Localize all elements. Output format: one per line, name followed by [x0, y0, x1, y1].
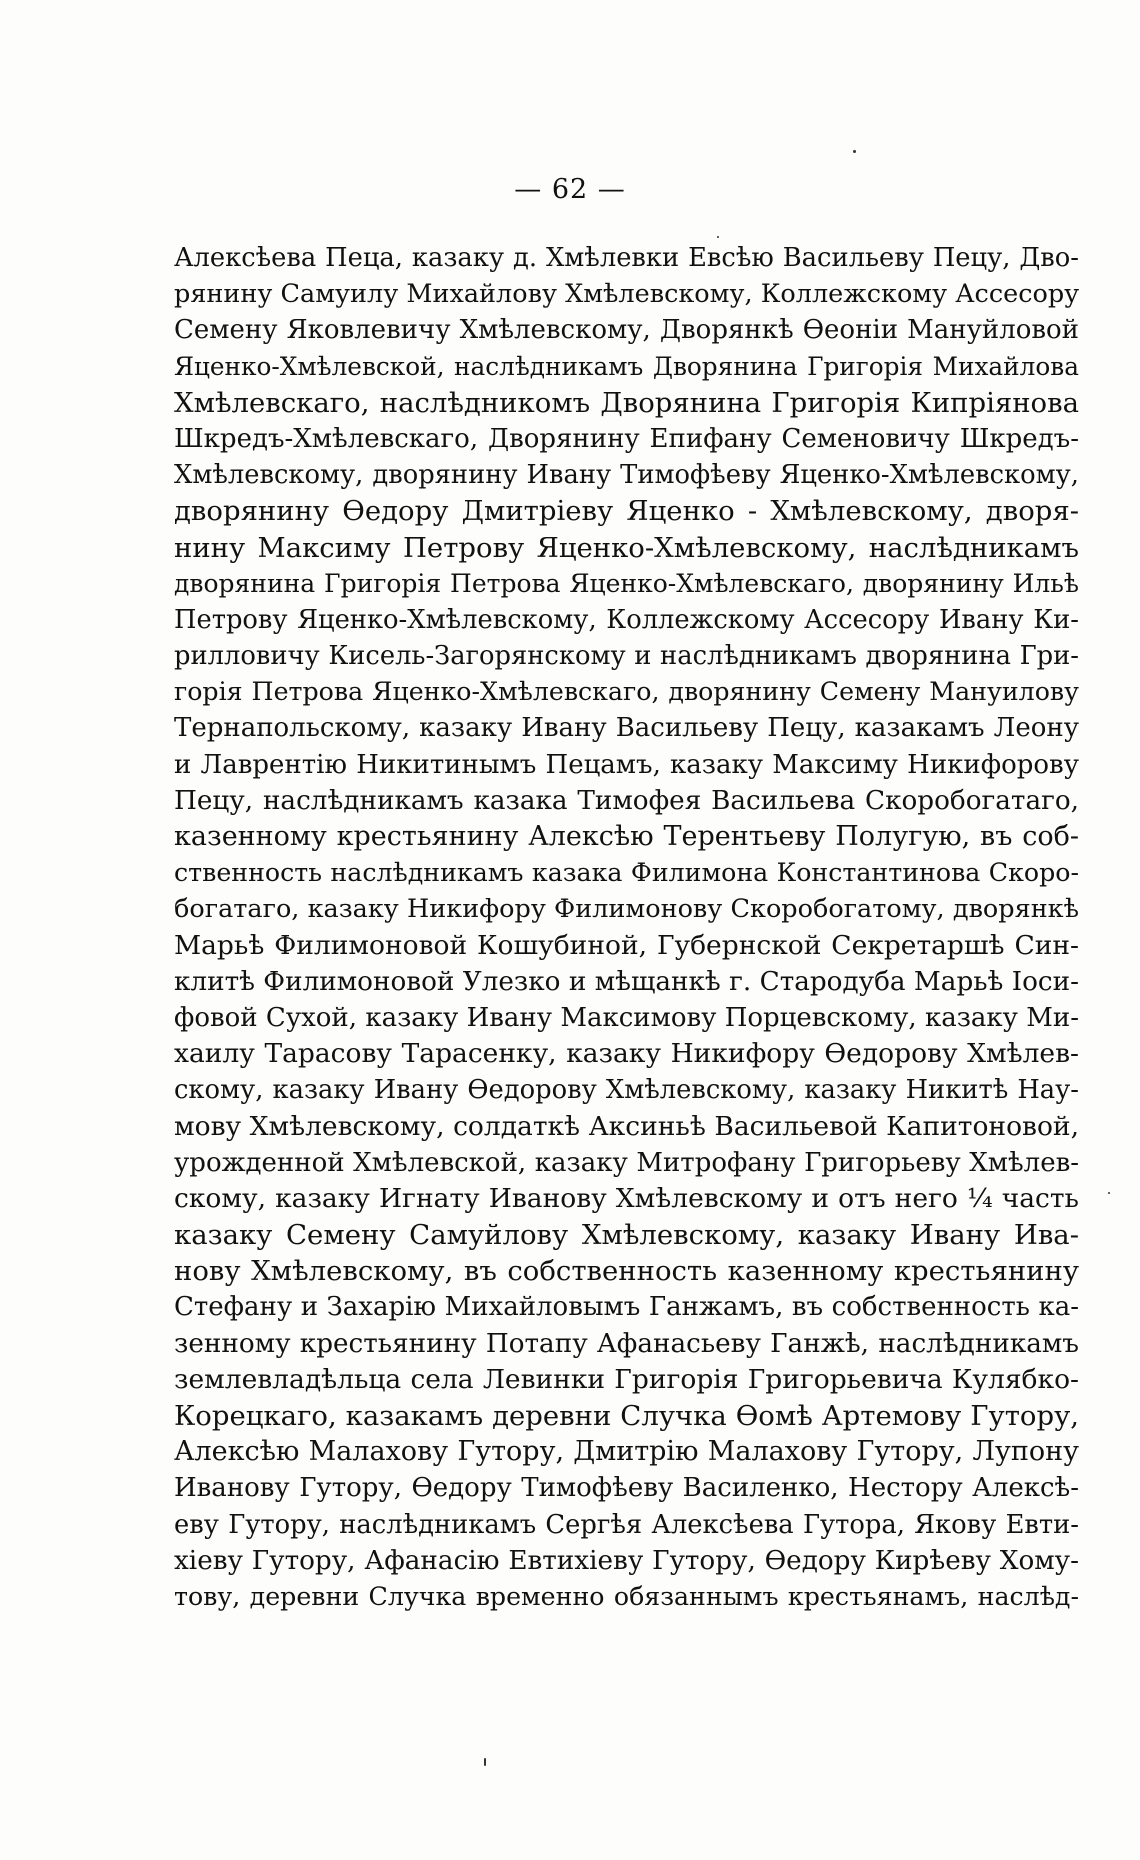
text-line: Иванову Гутору, Ѳедору Тимофѣеву Василенко, Нестору Алексѣ- — [174, 1473, 1079, 1504]
scan-speck — [484, 1758, 486, 1766]
text-line: Корецкаго, казакамъ деревни Случка Ѳомѣ Артемову Гутору, — [174, 1400, 1079, 1432]
scan-speck — [1108, 1192, 1110, 1194]
text-line: скому, казаку Игнату Иванову Хмѣлевскому и отъ него ¼ часть — [174, 1182, 1079, 1214]
text-line: зенному крестьянину Потапу Афанасьеву Ганжѣ, наслѣдникамъ — [174, 1328, 1079, 1359]
text-line: дворянина Григорія Петрова Яценко-Хмѣлевскаго, дворянину Ильѣ — [174, 568, 1079, 598]
text-line: богатаго, казаку Никифору Филимонову Скоробогатому, дворянкѣ — [174, 894, 1079, 925]
text-line: скому, казаку Ивану Ѳедорову Хмѣлевскому, казаку Никитѣ Нау- — [174, 1075, 1079, 1106]
page-number: — 62 — — [514, 174, 626, 205]
text-line: казенному крестьянину Алексѣю Терентьеву Полугую, въ соб- — [174, 821, 1079, 852]
body-text — [174, 240, 1079, 1615]
text-line: хіеву Гутору, Афанасію Евтихіеву Гутору, Ѳедору Кирѣеву Хому- — [174, 1545, 1079, 1576]
text-line: Тернапольскому, казаку Ивану Васильеву Пецу, казакамъ Леону — [174, 713, 1079, 744]
text-line: ственность наслѣдникамъ казака Филимона Константинова Скоро- — [174, 858, 1079, 888]
text-line: Марьѣ Филимоновой Кошубиной, Губернской Секретаршѣ Син- — [174, 929, 1079, 961]
text-line: Стефану и Захарію Михайловымъ Ганжамъ, въ собственность ка- — [174, 1292, 1079, 1323]
text-line: рянину Самуилу Михайлову Хмѣлевскому, Коллежскому Ассесору — [174, 279, 1079, 310]
text-line: Яценко-Хмѣлевской, наслѣдникамъ Дворянина Григорія Михайлова — [174, 351, 1079, 381]
text-line: Алексѣева Пеца, казаку д. Хмѣлевки Евсѣю Васильеву Пецу, Дво- — [174, 243, 1079, 273]
text-line: урожденной Хмѣлевской, казаку Митрофану Григорьеву Хмѣлев- — [174, 1147, 1079, 1178]
text-line: землевладѣльца села Левинки Григорія Григорьевича Кулябко- — [174, 1363, 1079, 1395]
text-line: Шкредъ-Хмѣлевскаго, Дворянину Епифану Семеновичу Шкредъ- — [174, 423, 1079, 454]
text-line: Пецу, наслѣдникамъ казака Тимофея Васильева Скоробогатаго, — [174, 785, 1079, 816]
text-line: рилловичу Кисель-Загорянскому и наслѣдникамъ дворянина Гри- — [174, 641, 1079, 672]
text-line: казаку Семену Самуйлову Хмѣлевскому, казаку Ивану Ива- — [174, 1219, 1079, 1252]
scan-speck — [717, 236, 719, 238]
text-line: Петрову Яценко-Хмѣлевскому, Коллежскому Ассесору Ивану Ки- — [174, 604, 1079, 635]
text-line: дворянину Ѳедору Дмитріеву Яценко - Хмѣлевскому, дворя- — [174, 495, 1079, 528]
text-line: нину Максиму Петрову Яценко-Хмѣлевскому, наслѣдникамъ — [174, 531, 1079, 564]
text-line: фовой Сухой, казаку Ивану Максимову Порцевскому, казаку Ми- — [174, 1002, 1079, 1033]
text-line: Алексѣю Малахову Гутору, Дмитрію Малахову Гутору, Лупону — [174, 1436, 1079, 1468]
text-line: нову Хмѣлевскому, въ собственность казенному крестьянину — [174, 1255, 1079, 1288]
text-line: горія Петрова Яценко-Хмѣлевскаго, дворянину Семену Мануилову — [174, 677, 1079, 707]
text-line: Хмѣлевскаго, наслѣдникомъ Дворянина Григорія Кипріянова — [174, 386, 1079, 419]
text-line: Хмѣлевскому, дворянину Ивану Тимофѣеву Яценко-Хмѣлевскому, — [174, 460, 1079, 491]
text-line: клитѣ Филимоновой Улезко и мѣщанкѣ г. Стародуба Марьѣ Іоси- — [174, 966, 1079, 997]
text-line: хаилу Тарасову Тарасенку, казаку Никифору Ѳедорову Хмѣлев- — [174, 1038, 1079, 1070]
text-line: мову Хмѣлевскому, солдаткѣ Аксиньѣ Васильевой Капитоновой, — [174, 1110, 1079, 1142]
scan-speck — [853, 150, 856, 153]
text-line: и Лаврентію Никитинымъ Пецамъ, казаку Максиму Никифорову — [174, 749, 1079, 780]
text-line: тову, деревни Случка временно обязаннымъ крестьянамъ, наслѣд- — [174, 1581, 1079, 1611]
text-line: еву Гутору, наслѣдникамъ Сергѣя Алексѣева Гутора, Якову Евти- — [174, 1509, 1079, 1540]
text-line: Семену Яковлевичу Хмѣлевскому, Дворянкѣ Ѳеоніи Мануйловой — [174, 315, 1079, 346]
